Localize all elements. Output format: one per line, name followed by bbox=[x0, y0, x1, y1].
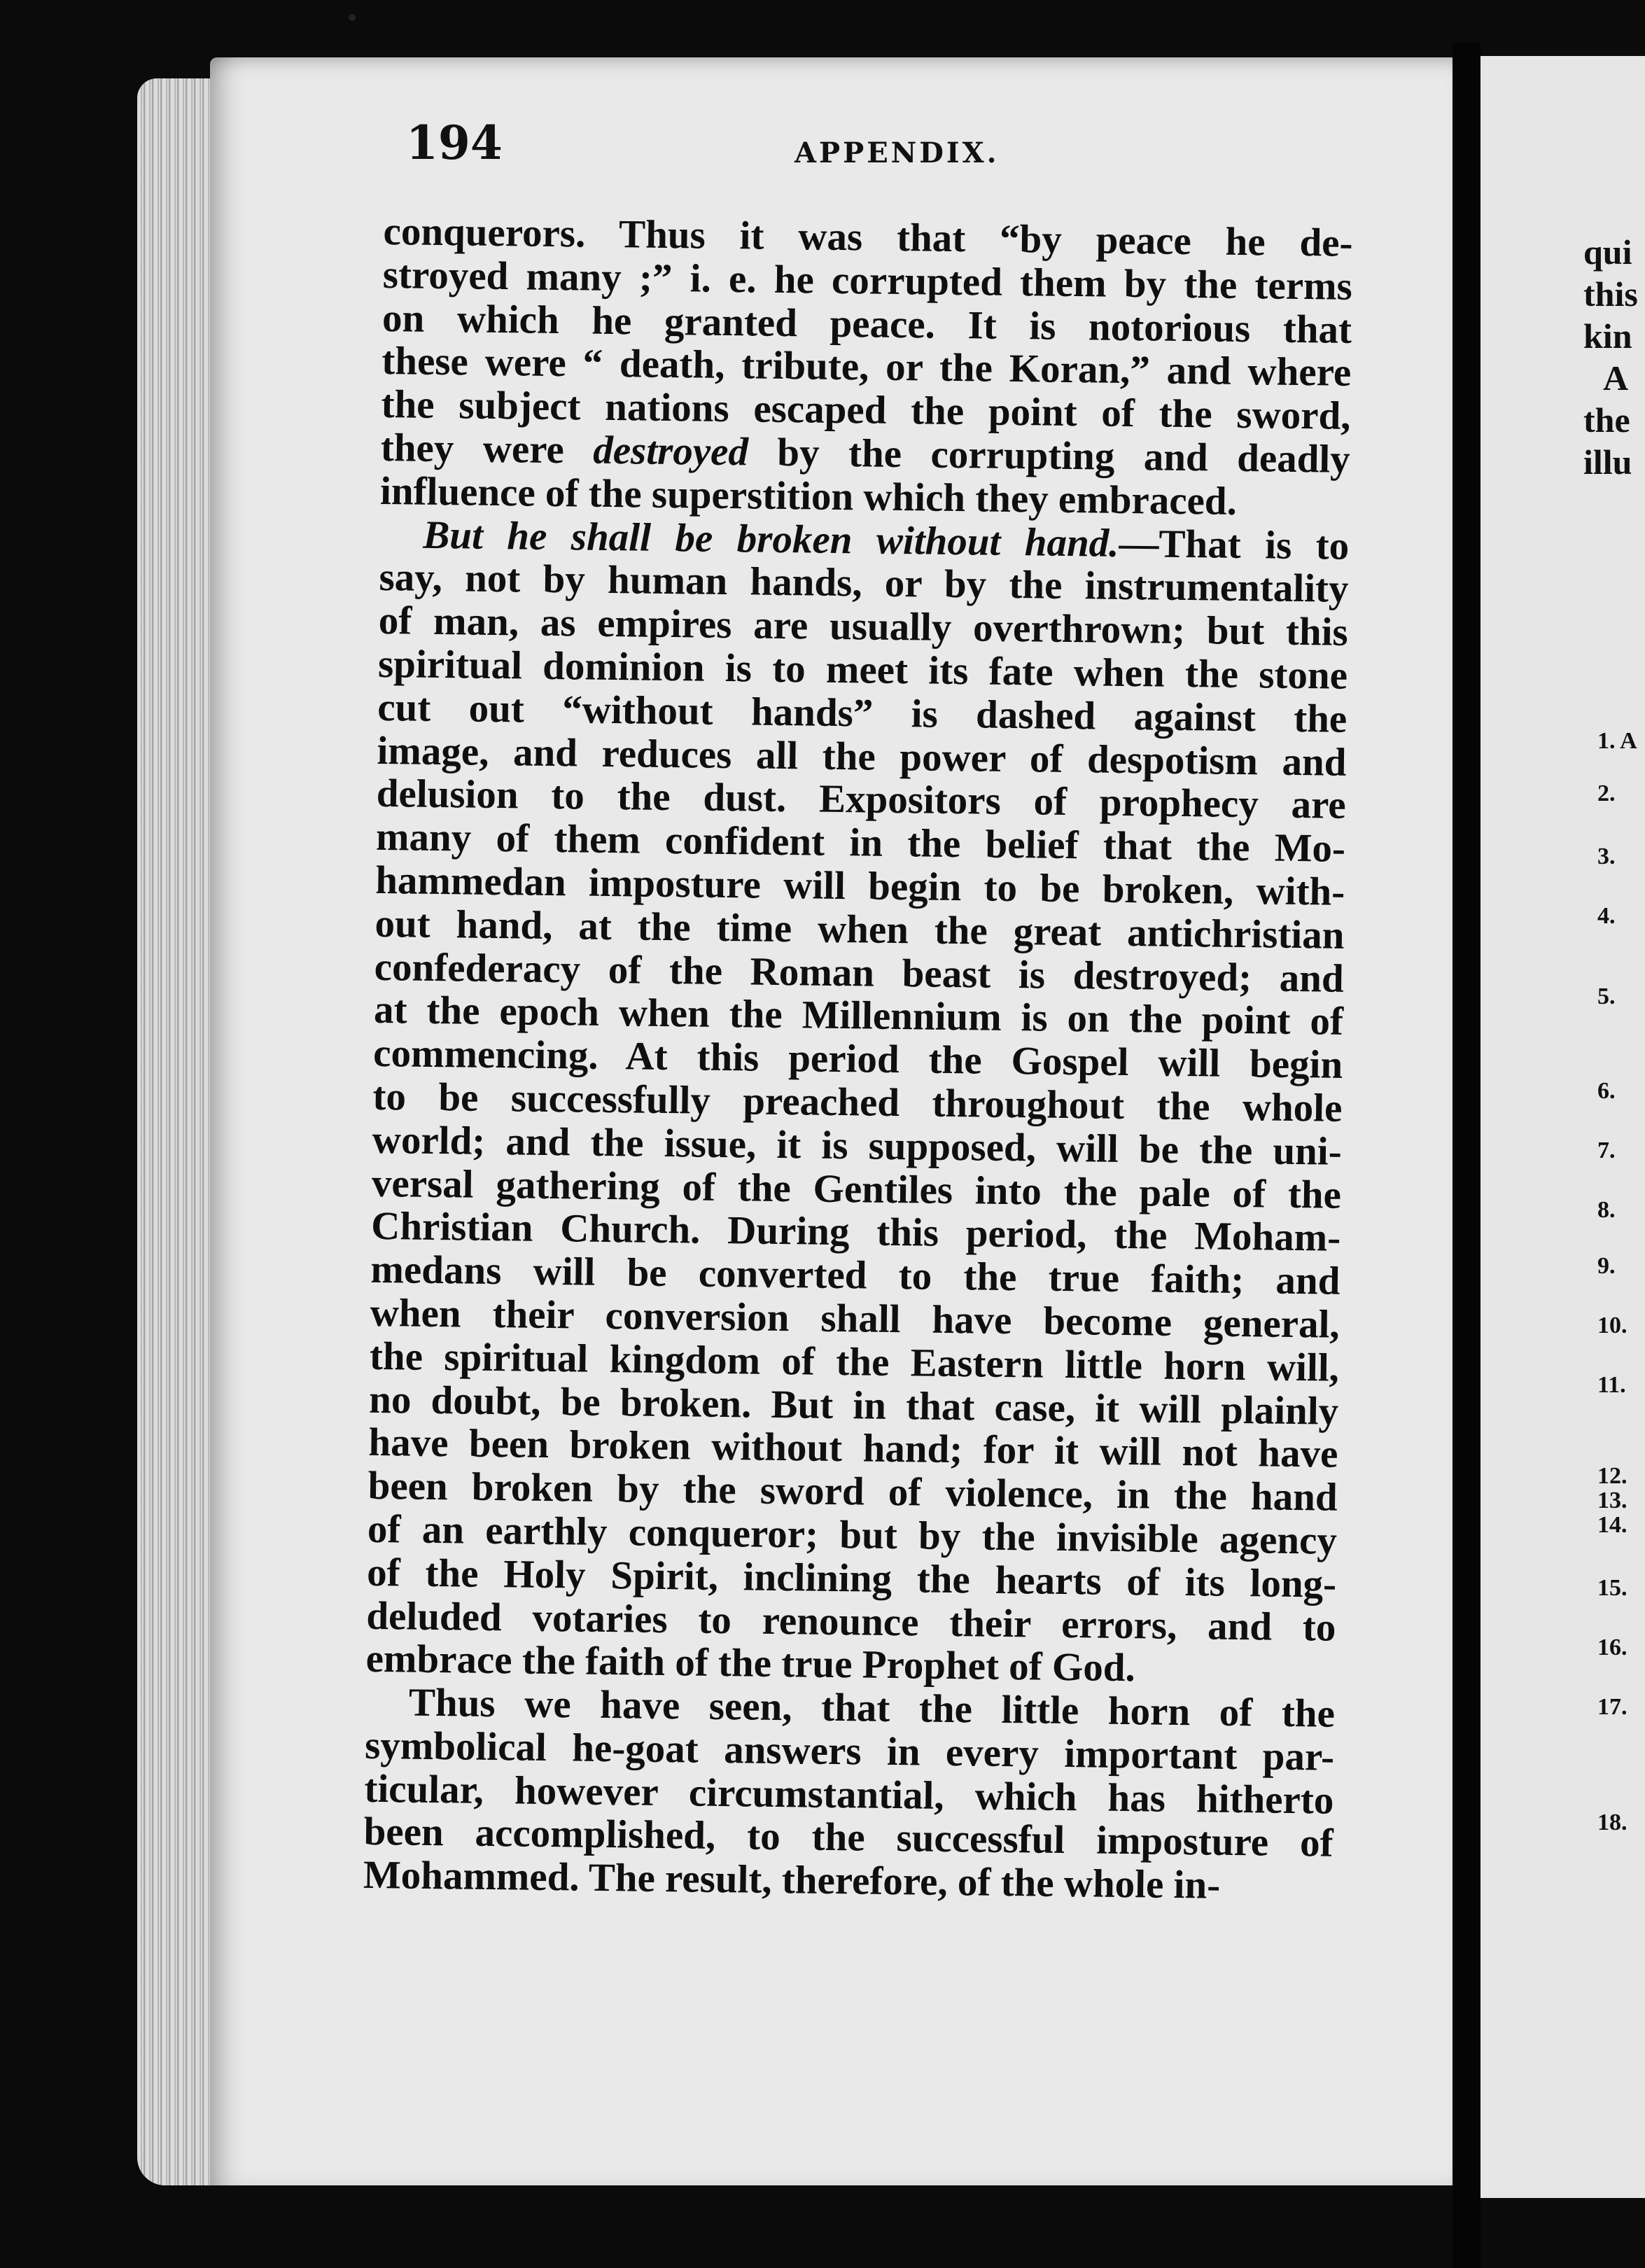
facing-numeral: 6. bbox=[1597, 1078, 1616, 1104]
text-line: of an earthly conqueror; but by the invisible agency bbox=[367, 1506, 1338, 1563]
facing-text-fragment: the bbox=[1583, 400, 1630, 440]
facing-page-text-fragments bbox=[1583, 231, 1645, 483]
text-line: of the Holy Spirit, inclining the hearts of its long- bbox=[366, 1550, 1337, 1606]
text-line: hammedan imposture will begin to be broken, with- bbox=[374, 858, 1345, 914]
text-line: the spiritual kingdom of the Eastern little horn will, bbox=[369, 1334, 1340, 1390]
text-line: on which he granted peace. It is notorious that bbox=[382, 295, 1352, 352]
text-line: say, not by human hands, or by the instrumentality bbox=[379, 555, 1349, 612]
text-line: cut out “without hands” is dashed against the bbox=[377, 685, 1348, 741]
text-line: But he shall be broken without hand.—That is to bbox=[422, 512, 1350, 568]
page-number: 194 bbox=[406, 115, 503, 170]
facing-numeral: 2. bbox=[1597, 780, 1616, 806]
text-line: commencing. At this period the Gospel will begin bbox=[372, 1031, 1343, 1087]
facing-numeral: 7. bbox=[1597, 1138, 1616, 1163]
text-line: have been broken without hand; for it will not have bbox=[368, 1420, 1338, 1477]
facing-numeral: 1. A bbox=[1597, 728, 1637, 754]
text-line: been accomplished, to the successful imposture of bbox=[363, 1809, 1334, 1866]
text-line: Mohammed. The result, therefore, of the whole in- bbox=[363, 1853, 1221, 1908]
facing-numeral: 14. bbox=[1597, 1512, 1628, 1538]
text-line: influence of the superstition which they embraced. bbox=[379, 468, 1238, 524]
facing-text-fragment: this bbox=[1583, 274, 1638, 314]
facing-numeral: 16. bbox=[1597, 1634, 1628, 1660]
text-line: embrace the faith of the true Prophet of God. bbox=[365, 1637, 1136, 1690]
text-line: they were destroyed by the corrupting and deadly bbox=[380, 425, 1351, 482]
book-gutter bbox=[1452, 42, 1480, 2268]
text-line: versal gathering of the Gentiles into the pale of the bbox=[371, 1161, 1342, 1217]
text-line: of man, as empires are usually overthrown; but this bbox=[378, 598, 1349, 655]
text-line: world; and the issue, it is supposed, will be the uni- bbox=[372, 1117, 1343, 1174]
text-line: these were “ death, tribute, or the Koran,” and where bbox=[381, 339, 1352, 396]
text-line: delusion to the dust. Expositors of prophecy are bbox=[376, 771, 1347, 828]
text-line: medans will be converted to the true faith; and bbox=[370, 1247, 1340, 1303]
facing-numeral: 5. bbox=[1597, 983, 1616, 1009]
text-line: when their conversion shall have become general, bbox=[370, 1290, 1340, 1347]
text-line: deluded votaries to renounce their errors, and to bbox=[366, 1593, 1336, 1650]
text-line: conquerors. Thus it was that “by peace he de- bbox=[383, 209, 1353, 265]
text-line: to be successfully preached throughout the whole bbox=[372, 1074, 1343, 1130]
text-line: out hand, at the time when the great antichristian bbox=[374, 901, 1345, 958]
text-line: image, and reduces all the power of despotism and bbox=[377, 728, 1347, 785]
text-line: the subject nations escaped the point of the sword, bbox=[381, 382, 1351, 439]
facing-numeral: 11. bbox=[1597, 1372, 1626, 1398]
text-line: spiritual dominion is to meet its fate when the stone bbox=[377, 641, 1348, 698]
facing-numeral: 15. bbox=[1597, 1575, 1628, 1601]
text-line: stroyed many ;” i. e. he corrupted them by the terms bbox=[382, 252, 1353, 309]
facing-text-fragment: kin bbox=[1583, 316, 1632, 356]
facing-text-fragment: qui bbox=[1583, 232, 1632, 272]
facing-text-fragment: A bbox=[1603, 358, 1629, 398]
book-page-edges bbox=[137, 78, 214, 2185]
text-line: at the epoch when the Millennium is on the point of bbox=[373, 988, 1344, 1044]
text-line: confederacy of the Roman beast is destroyed; and bbox=[374, 944, 1345, 1001]
text-line: symbolical he-goat answers in every important par- bbox=[364, 1723, 1335, 1779]
text-line: Christian Church. During this period, the Moham- bbox=[370, 1204, 1341, 1261]
paragraph bbox=[365, 513, 1349, 1693]
body-text bbox=[363, 210, 1353, 1909]
facing-numeral: 12. bbox=[1597, 1463, 1628, 1489]
paragraph bbox=[380, 210, 1353, 524]
text-line: Thus we have seen, that the little horn of the bbox=[408, 1680, 1336, 1736]
text-line: been broken by the sword of violence, in the hand bbox=[368, 1463, 1338, 1520]
facing-numeral: 9. bbox=[1597, 1253, 1616, 1279]
text-line: ticular, however circumstantial, which has hitherto bbox=[364, 1766, 1334, 1823]
facing-numeral: 18. bbox=[1597, 1809, 1628, 1835]
ink-speck bbox=[349, 14, 356, 21]
facing-numeral: 17. bbox=[1597, 1694, 1628, 1720]
facing-numeral: 4. bbox=[1597, 903, 1616, 929]
facing-numeral: 13. bbox=[1597, 1488, 1628, 1513]
running-title: APPENDIX. bbox=[794, 136, 1000, 169]
running-head bbox=[210, 115, 1452, 186]
text-line: no doubt, be broken. But in that case, it will plainly bbox=[368, 1377, 1339, 1434]
paragraph bbox=[363, 1681, 1336, 1909]
facing-numeral: 3. bbox=[1597, 844, 1616, 869]
text-line: many of them confident in the belief that the Mo- bbox=[375, 815, 1346, 872]
facing-text-fragment: illu bbox=[1583, 442, 1632, 482]
facing-numeral: 10. bbox=[1597, 1312, 1628, 1338]
facing-numeral: 8. bbox=[1597, 1197, 1616, 1223]
